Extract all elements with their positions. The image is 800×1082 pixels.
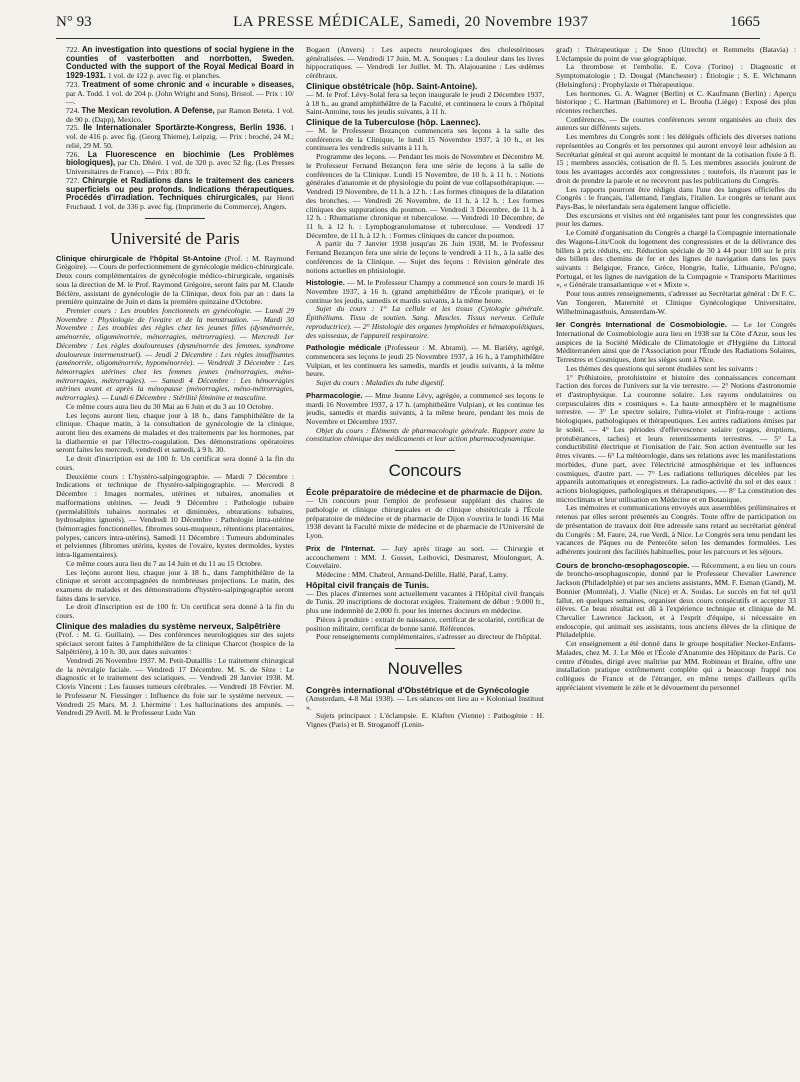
entry-number: 723. <box>66 79 80 89</box>
paragraph: — Des places d'internes sont actuellement vacantes à l'Hôpital civil français de Tunis. 20 inscriptions de doctorat exigées. Traitement de début : 9.000 fr., plus une indemnité de 2.000 fr. pour les internes docteurs en médecine. <box>306 588 544 616</box>
paragraph: — M. le Professeur Champy a commencé son cours le mardi 16 Novembre 1937, à 16 h. (grand amphithéâtre de l'École pratique), et le continue les jeudis, samedis et mardis suivants, à la même heure. <box>306 278 544 305</box>
entry-details: 1 vol. de 122 p. avec fig. et planches. <box>107 71 221 81</box>
bibliography-entry <box>56 81 294 107</box>
paragraph: Sujets principaux : L'éclampsie. E. Klaften (Vienne) : Pathogénie : H. Vignes (Paris) et B. Stroganoff (Lenin- <box>306 711 544 730</box>
heading-congres-obstetrique: Congrès international d'Obstétrique et de Gynécologie <box>306 684 530 695</box>
section-divider <box>145 218 205 219</box>
heading-cosmobiologie: Ier Congrès International de Cosmobiologie. <box>556 320 727 330</box>
paragraph: Le droit d'inscription est de 100 fr. Un certificat sera donné à la fin du cours. <box>56 454 294 472</box>
section-title-universite: Université de Paris <box>110 228 240 248</box>
bibliography-entry <box>56 151 294 177</box>
entry-title: An investigation into questions of social hygiene in the counties of vasterbotten and norrbotten, Sweden. Conducted with the support of the Royal Medical Board in 1929-1931. <box>66 46 294 81</box>
subheading-st-antoine: (Prof. : M. Raymond Grégoire). — Cours de perfectionnement de gynécologie médico-chirurgicale. <box>56 253 294 272</box>
bibliography-entry <box>56 177 294 212</box>
paragraph: — M. le Professeur Bezançon commencera ses leçons à la salle des conférences de la Clinique, le lundi 15 Novembre 1937, à 10 h., et les continuera les vendredis suivants à 11 h. <box>306 126 544 153</box>
entry-number: 722. <box>66 46 80 54</box>
heading-histologie: Histologie. <box>306 278 345 288</box>
paragraph: Médecine : MM. Chabrol, Armand-Delille, Hallé, Paraf, Lamy. <box>316 569 509 579</box>
paragraph: Des excursions et visites ont été organisées tant pour les congressistes que pour les dames. <box>556 210 796 229</box>
page-header <box>56 14 760 36</box>
paragraph: (Amsterdam, 4-8 Mai 1938). — Les séances ont lieu au « Koloniaal Instituut ». <box>306 693 544 712</box>
paragraph: — Le 1er Congrès International de Cosmobiologie aura lieu en 1938 sur la Côte d'Azur, sous les auspices de la Société Médicale de Climatologie et d'Hygiène du Littoral Méditerranéen ainsi que de l'Association pour l'Étude des Radiations Solaires, Terrestres et Cosmiques, dont les sièges sont à Nice. <box>556 320 796 365</box>
paragraph: 1° Préhistoire, protohistoire et histoire des connaissances concernant l'action des forces de l'univers sur la vie terrestre. — 2° Notions d'astronomie et d'astrophysique. La couronne solaire. Les rayons ondulatoires ou corpusculaires dits « cosmiques ». La haute atmosphère et le magnétisme terrestre. — 3° Le spectre solaire, l'ultra-violet et l'infra-rouge : actions biologiques, pathologiques et thérapeutiques. Les autres radiations émises par le soleil. — 4° Les périodes d'effervescence solaire (orages, éruptions, protubérances, taches) et leurs retentissements terrestres. — 5° La conductibilité électrique et l'ionisation de l'air. Son action éventuelle sur les êtres vivants. — 6° La météorologie, dans ses relations avec les manifestations morbides, d'une part, avec l'électricité atmosphérique et les influences cosmiques, d'autre part. — 7° Les radiations telluriques décelées par les appareils automatiques et enregistreurs. La radio-activité du sol et des eaux : actions biologiques, pathologiques et thérapeutiques. — 8° La constitution des microclimats et leur utilisation en Médecine et en Botanique. <box>556 372 796 504</box>
section-divider <box>395 450 455 451</box>
heading-tuberculose: Clinique de la Tuberculose (hôp. Laennec). <box>306 117 481 128</box>
paragraph: Le droit d'inscription est de 100 fr. Un certificat sera donné à la fin du cours. <box>56 602 294 621</box>
paragraph: Les membres du Congrès sont : les délégués officiels des diverses nations représentées au Congrès et les personnes qui auront envoyé leur adhésion au Secrétariat général et qui auront acquitté le montant de la cotisation fixée à fl. 15 ; membres associés, cotisation de fl. 5. Les membres associés jouiront de tous les avantages accordés aux congressistes ; toutefois, ils n'auront pas le droit de prendre la parole et ne recevront pas les publications du Congrès. <box>556 132 796 185</box>
bibliography-entry <box>56 124 294 150</box>
bibliography-list <box>56 46 294 212</box>
paragraph: — Un concours pour l'emploi de professeur suppléant des chaires de pathologie et clinique chirurgicales et de clinique obstétricale à l'École préparatoire de médecine et de pharmacie de Dijon s'ouvrira le lundi 16 Mai 1938 devant la Faculté mixte de médecine et de pharmacie de l'Université de Lyon. <box>306 496 544 541</box>
entry-title: La Fluorescence en biochimie (Les Problèmes biologiques), <box>66 149 294 168</box>
heading-broncho: Cours de broncho-œsophagoscopie. <box>556 560 690 570</box>
column-2 <box>306 46 544 1076</box>
header-rule <box>56 38 760 39</box>
entry-title: Treatment of some chronic and « incurable » diseases, <box>82 79 294 89</box>
paragraph: Les thèmes des questions qui seront étudiées sont les suivants : <box>566 363 758 373</box>
entry-details: par Ch. Dhéré. 1 vol. de 320 p. avec 52 fig. (Les Presses Universitaires de France). — Prix : 80 fr. <box>66 158 294 177</box>
paragraph: Les leçons auront lieu, chaque jour à 18 h., dans l'amphithéâtre de la clinique et seront accompagnées de nombreuses projections. Le matin, des examens de malades et des démonstrations d'hystéro-salpingographie seront faites dans le service. <box>56 567 294 603</box>
page-number-right: 1665 <box>729 14 760 30</box>
section-title-concours: Concours <box>388 461 462 481</box>
entry-title: The Mexican revolution. A Defense, <box>81 106 215 116</box>
paragraph: Vendredi 26 Novembre 1937. M. Petit-Dutaillis : Le traitement chirurgical de la névralgie faciale. — Vendredi 17 Décembre. M. S. de Sèze : Le diagnostic et le traitement des sciatiques. — Vendredi 28 Janvier 1938. M. Clovis Vincent : Les fausses tumeurs cérébrales. — Vendredi 18 Février. M. le Professeur N. Fiessinger : Influence du foie sur le système nerveux. — Vendredi 25 Mars. M. J. Lhermitte : Les hallucinations des amputés. — Vendredi 29 Avril. M. le Professeur Ludo Van <box>56 656 294 718</box>
paragraph: Objet du cours : Éléments de pharmacologie générale. Rapport entre la constitution chimique des médicaments et leur action pharmacodynamique. <box>306 425 544 444</box>
paragraph: (Professeur : M. Abrami). — M. Bariéty, agrégé, commencera ses leçons le jeudi 25 Novembre 1937, à 16 h., à l'amphithéâtre Vulpian, et les continuera les samedis, mardis et jeudis suivants, à la même heure. <box>306 343 544 379</box>
paragraph: (Prof. : M. G. Guillain). — Des conférences neurologiques sur des sujets spéciaux seront faites à l'amphithéâtre de la clinique Charcot (hospice de la Salpêtrière), à 10 h. 30, aux dates suivantes : <box>56 629 294 657</box>
paragraph: — M. le Prof. Lévy-Solal fera sa leçon inaugurale le jeudi 2 Décembre 1937, à 18 h., au grand amphithéâtre de la Faculté, et continuera le cours à l'hôpital Saint-Antoine, tous les jeudis suivants, à 11 h. <box>306 89 544 117</box>
column-1 <box>56 46 294 1076</box>
heading-clinique-obstetricale: Clinique obstétricale (hôp. Saint-Antoine). <box>306 80 478 91</box>
paragraph: Pour tous autres renseignements, s'adresser au Secrétariat général : Dr F. C. Van Tongeren, Maternité et Clinique Gynécologique Universitaire, Wilhelminagasthuis, Amsterdam-W. <box>556 289 796 316</box>
paragraph: — Jury après tirage au sort. — Chirurgie et accouchement : MM. J. Gosset, Leibovici, Desmarest, Moulonguet, A. Couvelaire. <box>306 543 544 571</box>
heading-prix-internat: Prix de l'Internat. <box>306 543 376 553</box>
entry-number: 727. <box>66 175 80 185</box>
paragraph: — Mme Jeanne Lévy, agrégée, a commencé ses leçons le mardi 16 Novembre 1937, à 17 h. (amphithéâtre Vulpian), et les continue les jeudis, samedis et mardis suivants, à la même heure, pendant les mois de Novembre et Décembre 1937. <box>306 390 544 427</box>
paragraph: Sujet du cours : Maladies du tube digestif. <box>316 378 445 388</box>
entry-title: IIe Internationaler Sportärzte-Kongress, Berlin 1936. <box>83 123 287 133</box>
entry-number: 725. <box>66 123 80 133</box>
heading-pharmacologie: Pharmacologie. <box>306 390 363 400</box>
entry-details: 1 vol. de 416 p. avec fig. (Georg Thieme), Leipzig. — Prix : broché, 24 M.; relié, 29 M. 50. <box>66 123 294 150</box>
paragraph: Pièces à produire : extrait de naissance, certificat de scolarité, certificat de position militaire, certificat de bonne santé. Références. <box>306 614 544 633</box>
entry-details: par Henri Fruchaud. 1 vol. de 336 p. avec fig. (Imprimerie du Commerce), Angers. <box>66 193 294 211</box>
paragraph: Pour renseignements complémentaires, s'adresser au directeur de l'hôpital. <box>316 632 542 642</box>
paragraph: Programme des leçons. — Pendant les mois de Novembre et Décembre M. le Professeur Fernand Bezançon fera une série de leçons à la salle de conférences de la Clinique. Lundi 15 Novembre, de 10 h. à 11 h. : Notions générales d'anatomie et de physiologie du point de vue collapsothérapique. — Vendredi 19 Novembre, de 11 h. à 12 h. : Les formes cliniques de la dilatation des bronches. — Vendredi 26 Novembre, de 11 h. à 12 h. : Les formes cliniques des suppurations du poumon. — Vendredi 3 Décembre, de 11 h. à 12 h. : Rhumatisme chronique et tuberculose. — Vendredi 10 Décembre, de 11 h. à 12 h. : Lymphogranulomatose et tuberculose. — Vendredi 17 Décembre, de 11 h. à 12 h. : Formes cliniques du cancer du poumon. <box>306 152 544 240</box>
paragraph: Conférences. — De courtes conférences seront organisées au choix des auteurs sur différents sujets. <box>556 114 796 133</box>
paragraph: — Récemment, a eu lieu un cours de broncho-œsophagoscopie, donné par le Professeur Chevalier Lawrence Jackson (Philadelphie) et par ses anciens assistants, MM. F. Esman (Gand), M. Bonnier (Montréal), J. Vialle (Nice) et A. Soulas. Le succès en fut tel qu'il fallut, en quelques semaines, organiser deux cours consécutifs et accepter 33 élèves. Ce beau résultat est dû à l'expérience technique et clinique de M. Chevalier Lawrence Jackson, et à l'esprit d'équipe, si nécessaire en endoscopie, qui animait ses assistants, tous anciens élèves de la clinique de Philadelphie. <box>556 560 796 640</box>
heading-dijon: École préparatoire de médecine et de pharmacie de Dijon. <box>306 487 543 498</box>
page-number-left: N° 93 <box>56 14 92 30</box>
bibliography-entry <box>56 107 294 124</box>
paragraph: A partir du 7 Janvier 1938 jusqu'au 26 Juin 1938, M. le Professeur Fernand Bezançon fera une série de leçons le vendredi à 11 h., à la salle des conférences de la Clinique. — Sujet des leçons : Révision générale des notions actuelles en phtisiologie. <box>306 239 544 275</box>
entry-details: par A. Todd. 1 vol. de 204 p. (John Wright and Sons), Bristol. — Prix : 10/—. <box>66 88 294 107</box>
paragraph: Premier cours : Les troubles fonctionnels en gynécologie. — Lundi 29 Novembre : Physiologie de l'ovaire et de la menstruation. — Mardi 30 Novembre : Les troubles des règles chez les jeunes filles (dysménorrée, aménorrée, oligoménorrée, ménorragies, métrorragies). — Mercredi 1er Décembre : Les règles douloureuses (dysménorrée des femmes, syndrome douloureux intermenstruel). — Jeudi 2 Décembre : Les règles insuffisantes (aménorrée, oligoménorrée, hypoménorrée). — Vendredi 3 Décembre : Les hémorragies utérines chez les femmes jeunes (ménorragies, méno-métrorragies, métrorragies). — Samedi 4 Décembre : Les hémorragies utérines avant et après la ménopause (ménorragies, méno-métrorragies, métrorragies). — Lundi 6 Décembre : Stérilité féminine et masculine. <box>56 305 294 403</box>
entry-number: 724. <box>66 106 80 116</box>
paragraph: Les leçons auront lieu, chaque jour à 18 h., dans l'amphithéâtre de la clinique. Chaque matin, à la consultation de gynécologie de la clinique, auront lieu des examens de malades et des traitements par les hormones, par la diathermie et par l'électro-coagulation. Des démonstrations opératoires seront faites les mercredi, vendredi et samedi, à 9 h. 30. <box>56 410 294 455</box>
section-divider <box>395 648 455 649</box>
heading-tunis: Hôpital civil français de Tunis. <box>306 579 430 590</box>
paragraph: grad) : Thérapeutique ; De Snoo (Utrecht) et Remmelts (Batavia) : L'éclampsie du point de vue géographique. <box>556 46 796 63</box>
paragraph: La thrombose et l'embolie. E. Cova (Torino) : Diagnostic et Symptomatologie ; D. Dougal (Manchester) : Étiologie ; S. E. Wichmann (Helsingfors) : Prophylaxie et Thérapeutique. <box>556 62 796 89</box>
paragraph: Sujet du cours : 1° La cellule et les tissus (Cytologie générale. Épithéliums. Tissu de soutien. Sang. Muscles. Tissus nerveux. Cellule reproductrice). — 2° Histologie des organes lymphoïdes et hématopoïétiques, des vaisseaux, de l'appareil respiratoire. <box>306 304 544 340</box>
paragraph: Les hormones. G. A. Wagner (Berlin) et C. Kaufmann (Berlin) : Aperçu historique ; C. Hartman (Baltimore) et L. Brouha (Liège) : Exposé des plus récentes recherches. <box>556 88 796 116</box>
column-3 <box>556 46 796 1076</box>
entry-details: par Ramon Beteta. 1 vol. de 90 p. (Dapp), Mexico. <box>66 106 294 124</box>
section-title-nouvelles: Nouvelles <box>387 658 463 678</box>
paragraph: Bogaert (Anvers) : Les aspects neurologiques des cholestérinoses généralisées. — Vendredi 17 Juin. M. A. Souques : La douleur dans les livres hippocratiques. — Vendredi 1er Juillet. M. Th. Alajouanine : Les œdèmes cérébraux. <box>306 46 544 81</box>
paragraph: Le Comité d'organisation du Congrès a chargé la Compagnie internationale des Wagons-Lits/Cook du logement des congressistes et de la délivrance des billets à prix réduits, etc. Réduction spéciale de 30 à 44 pour 100 sur le prix des billets des chemins de fer et des lignes de navigation dans les pays suivants : Belgique, France, Grèce, Hongrie, Italie, Lithuanie, Po'ogne, Portugal, et les lignes de navigation de la Compagnie « Transports Maritimes », « Générale transatlantique » et « Mixte ». <box>556 228 796 290</box>
paragraph: Ce même cours aura lieu du 30 Mai au 6 Juin et du 3 au 10 Octobre. <box>66 401 274 411</box>
heading-salpetriere: Clinique des maladies du système nerveux, Salpêtrière <box>56 620 281 631</box>
paragraph: Cet enseignement a été donné dans le groupe hospitalier Necker-Enfants-Malades, chez M. J. Le Mée et l'École d'Anatomie des Hôpitaux de Paris. Ce centre d'études, dirigé avec maîtrise par MM. Robineau et Braine, offre une installation pratique extrêmement complète qui a beaucoup frappé nos collègues de France et de l'étranger, en même temps d'ailleurs qu'ils appréciaient vivement le zèle et le dévouement du personnel <box>556 639 796 692</box>
heading-pathologie: Pathologie médicale <box>306 343 382 353</box>
paragraph: Deux cours complémentaires de gynécologie médico-chirurgicale, organisés sous la direction de M. le Prof. Raymond Grégoire, seront faits par M. Claude Béclère, assistant de gynécologie de la Clinique, deux fois par an : dans la première quinzaine de Juin et dans la première quinzaine d'Octobre. <box>56 271 294 307</box>
paragraph: Les mémoires et communications envoyés aux assemblées préliminaires et retenus par elles seront présentés au Congrès. Toute offre de participation ou de présentation de travaux doit être adressée sans retard au secrétariat général du Congrès : M. Faure, 24, rue Verdi, à Nice. Le Congrès sera tenu pendant les vacances de Pâques ou de Pentecôte selon les demandes formulées. Les adhérents jouiront des facilités habituelles, pour les parcours et les séjours. <box>556 503 796 556</box>
paragraph: Deuxième cours : L'hystéro-salpingographie. — Mardi 7 Décembre : Indications et technique de l'hystéro-salpingographie. — Mercredi 8 Décembre : Images normales, utérines et tubaires, anomalies et malformations utérines. — Jeudi 9 Décembre : Pathologie tubaire (perméabilités tubaires normales et diminuées, obturations tubaires, hydrosalpinx ignorés). — Vendredi 10 Décembre : Pathologie intra-utérine (hémorragies fonctionnelles, fibromes sous-muqueux, rétentions placentaires, polypes, cancers intra-utérins). Samedi 11 Décembre : Tumeurs abdominales et pelviennes (fibromes utérins, kystes de l'ovaire, kystes dermoïdes, kystes intra-ligamentaires). <box>56 471 294 560</box>
paragraph: Ce même cours aura lieu du 7 au 14 Juin et du 11 au 15 Octobre. <box>66 558 263 568</box>
bibliography-entry <box>56 46 294 81</box>
journal-title: LA PRESSE MÉDICALE, Samedi, 20 Novembre 1937 <box>233 14 589 30</box>
entry-title: Chirurgie et Radiations dans le traitement des cancers superficiels ou peu profonds. Indications thérapeutiques. Procédés d'irradiation. Techniques chirurgicales, <box>66 175 294 203</box>
paragraph: Les rapports pourront être rédigés dans l'une des langues officielles du Congrès : le français, l'allemand, l'anglais, l'italien. Le congrès se tenant aux Pays-Bas, le néerlandais sera également langue officielle. <box>556 184 796 211</box>
heading-clinique-st-antoine: Clinique chirurgicale de l'hôpital St-Antoine <box>56 253 222 263</box>
entry-number: 726. <box>66 149 80 159</box>
